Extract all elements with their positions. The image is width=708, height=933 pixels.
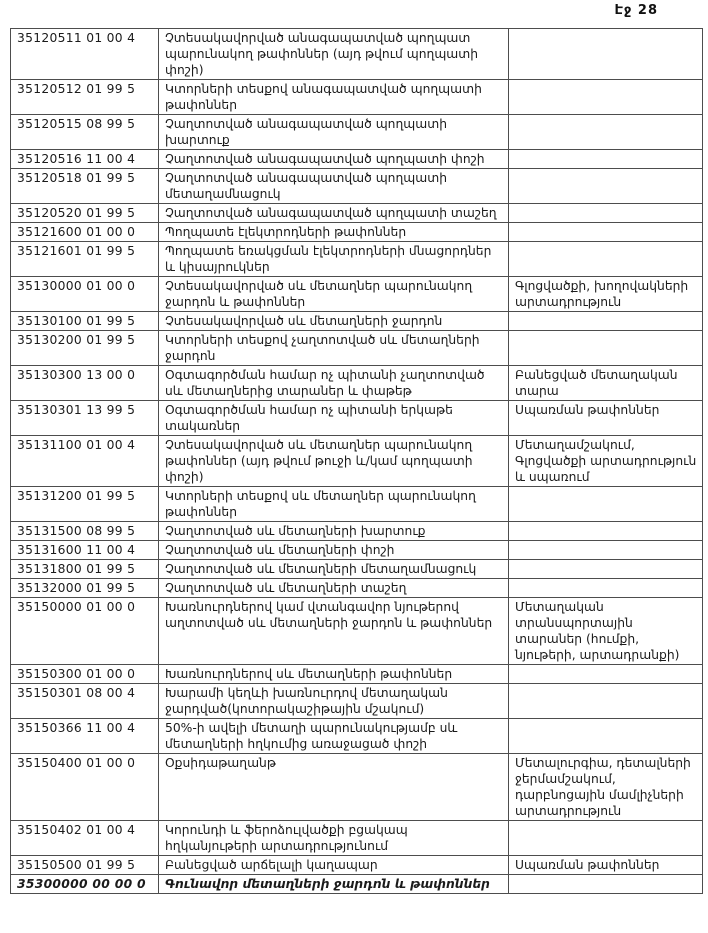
table-row	[11, 579, 703, 598]
table-row	[11, 366, 703, 401]
table-row	[11, 169, 703, 204]
industry-note-cell: Սպառման թափոններ	[509, 856, 703, 875]
table-row	[11, 312, 703, 331]
industry-note-cell	[509, 80, 703, 115]
table-row	[11, 80, 703, 115]
description-cell: 50%-ի ավելի մետաղի պարունակությամբ սև մետաղների հղկումից առաջացած փոշի	[159, 719, 509, 754]
table-row	[11, 684, 703, 719]
description-cell: Գունավոր մետաղների ջարդոն և թափոններ	[159, 875, 509, 894]
description-cell: Չտեսակավորված սև մետաղներ պարունակող ջարդոն և թափոններ	[159, 277, 509, 312]
description-cell: Չաղտոտված անագապատված պողպատի փոշի	[159, 150, 509, 169]
table-row	[11, 242, 703, 277]
code-cell: 35120518 01 99 5	[11, 169, 159, 204]
table-row	[11, 223, 703, 242]
code-cell: 35132000 01 99 5	[11, 579, 159, 598]
code-cell: 35130301 13 99 5	[11, 401, 159, 436]
code-cell: 35131500 08 99 5	[11, 522, 159, 541]
description-cell: Օգտագործման համար ոչ պիտանի երկաթե տակառներ	[159, 401, 509, 436]
table-row	[11, 150, 703, 169]
industry-note-cell	[509, 29, 703, 80]
table-row	[11, 560, 703, 579]
description-cell: Չտեսակավորված սև մետաղներ պարունակող թափոններ (այդ թվում թուջի և/կամ պողպատի փոշի)	[159, 436, 509, 487]
table-row	[11, 754, 703, 821]
description-cell: Խառնուրդներով կամ վտանգավոր նյութերով աղտոտված սև մետաղների ջարդոն և թափոններ	[159, 598, 509, 665]
table-row	[11, 541, 703, 560]
description-cell: Բանեցված արճելալի կաղապար	[159, 856, 509, 875]
code-cell: 35150366 11 00 4	[11, 719, 159, 754]
industry-note-cell: Գլոցվածքի, խողովակների արտադրություն	[509, 277, 703, 312]
industry-note-cell: Մետաղամշակում, Գլոցվածքի արտադրություն և սպառում	[509, 436, 703, 487]
industry-note-cell: Բանեցված մետաղական տարա	[509, 366, 703, 401]
page-number: Էջ 28	[614, 3, 658, 18]
code-cell: 35130100 01 99 5	[11, 312, 159, 331]
waste-classification-table	[10, 28, 703, 894]
industry-note-cell	[509, 684, 703, 719]
table-row	[11, 598, 703, 665]
table-row	[11, 401, 703, 436]
code-cell: 35150301 08 00 4	[11, 684, 159, 719]
industry-note-cell	[509, 312, 703, 331]
table-row	[11, 277, 703, 312]
industry-note-cell: Մետալուրգիա, դետալների ջերմամշակում, դարբնոցային մամլիչների արտադրություն	[509, 754, 703, 821]
table-row	[11, 856, 703, 875]
code-cell: 35121600 01 00 0	[11, 223, 159, 242]
code-cell: 35150400 01 00 0	[11, 754, 159, 821]
code-cell: 35130200 01 99 5	[11, 331, 159, 366]
table-row	[11, 821, 703, 856]
code-cell: 35120512 01 99 5	[11, 80, 159, 115]
industry-note-cell	[509, 875, 703, 894]
industry-note-cell	[509, 115, 703, 150]
industry-note-cell	[509, 169, 703, 204]
industry-note-cell	[509, 719, 703, 754]
table-row	[11, 436, 703, 487]
description-cell: Օքսիդաթաղանթ	[159, 754, 509, 821]
table-row	[11, 115, 703, 150]
industry-note-cell	[509, 487, 703, 522]
description-cell: Չտեսակավորված անագապատված պողպատ պարունակող թափոններ (այդ թվում պողպատի փոշի)	[159, 29, 509, 80]
description-cell: Չաղտոտված սև մետաղների խարտուք	[159, 522, 509, 541]
industry-note-cell	[509, 242, 703, 277]
description-cell: Չաղտոտված անագապատված պողպատի խարտուք	[159, 115, 509, 150]
industry-note-cell	[509, 522, 703, 541]
table-row	[11, 29, 703, 80]
code-cell: 35120515 08 99 5	[11, 115, 159, 150]
code-cell: 35120516 11 00 4	[11, 150, 159, 169]
description-cell: Օգտագործման համար ոչ պիտանի չաղտոտված սև մետաղներից տարաներ և փաթեթ	[159, 366, 509, 401]
industry-note-cell	[509, 223, 703, 242]
description-cell: Կտորների տեսքով սև մետաղներ պարունակող թափոններ	[159, 487, 509, 522]
description-cell: Չաղտոտված սև մետաղների մետաղամնացուկ	[159, 560, 509, 579]
description-cell: Չաղտոտված սև մետաղների փոշի	[159, 541, 509, 560]
table-body	[11, 29, 703, 894]
code-cell: 35131600 11 00 4	[11, 541, 159, 560]
code-cell: 35150300 01 00 0	[11, 665, 159, 684]
code-cell: 35131200 01 99 5	[11, 487, 159, 522]
code-cell: 35121601 01 99 5	[11, 242, 159, 277]
description-cell: Կորունդի և ֆերոձուլվածքի բցակապ հղկանյութերի արտադրությունում	[159, 821, 509, 856]
description-cell: Չաղտոտված սև մետաղների տաշեղ	[159, 579, 509, 598]
description-cell: Չաղտոտված անագապատված պողպատի տաշեղ	[159, 204, 509, 223]
description-cell: Կտորների տեսքով անագապատված պողպատի թափոններ	[159, 80, 509, 115]
industry-note-cell: Սպառման թափոններ	[509, 401, 703, 436]
description-cell: Խառնուրդներով սև մետաղների թափոններ	[159, 665, 509, 684]
code-cell: 35150402 01 00 4	[11, 821, 159, 856]
industry-note-cell	[509, 541, 703, 560]
code-cell: 35130300 13 00 0	[11, 366, 159, 401]
table-row	[11, 331, 703, 366]
industry-note-cell	[509, 331, 703, 366]
industry-note-cell: Մետաղական տրանսպորտային տարաներ (հումքի, նյութերի, արտադրանքի)	[509, 598, 703, 665]
description-cell: Խարամի կեղևի խառնուրդով մետաղական ջարդված(կոտորակաշիթային մշակում)	[159, 684, 509, 719]
description-cell: Չտեսակավորված սև մետաղների ջարդոն	[159, 312, 509, 331]
industry-note-cell	[509, 204, 703, 223]
code-cell: 35150000 01 00 0	[11, 598, 159, 665]
industry-note-cell	[509, 821, 703, 856]
industry-note-cell	[509, 560, 703, 579]
code-cell: 35120511 01 00 4	[11, 29, 159, 80]
table-row	[11, 204, 703, 223]
table-row	[11, 719, 703, 754]
code-cell: 35150500 01 99 5	[11, 856, 159, 875]
table-row	[11, 487, 703, 522]
description-cell: Կտորների տեսքով չաղտոտված սև մետաղների ջարդոն	[159, 331, 509, 366]
industry-note-cell	[509, 150, 703, 169]
code-cell: 35131800 01 99 5	[11, 560, 159, 579]
code-cell: 35300000 00 00 0	[11, 875, 159, 894]
code-cell: 35131100 01 00 4	[11, 436, 159, 487]
description-cell: Պողպատե էլեկտրոդների թափոններ	[159, 223, 509, 242]
industry-note-cell	[509, 579, 703, 598]
description-cell: Չաղտոտված անագապատված պողպատի մետաղամնացուկ	[159, 169, 509, 204]
description-cell: Պողպատե եռակցման էլեկտրոդների մնացորդներ և կիսայրուկներ	[159, 242, 509, 277]
table-row	[11, 875, 703, 894]
industry-note-cell	[509, 665, 703, 684]
code-cell: 35130000 01 00 0	[11, 277, 159, 312]
code-cell: 35120520 01 99 5	[11, 204, 159, 223]
table-row	[11, 522, 703, 541]
table-row	[11, 665, 703, 684]
